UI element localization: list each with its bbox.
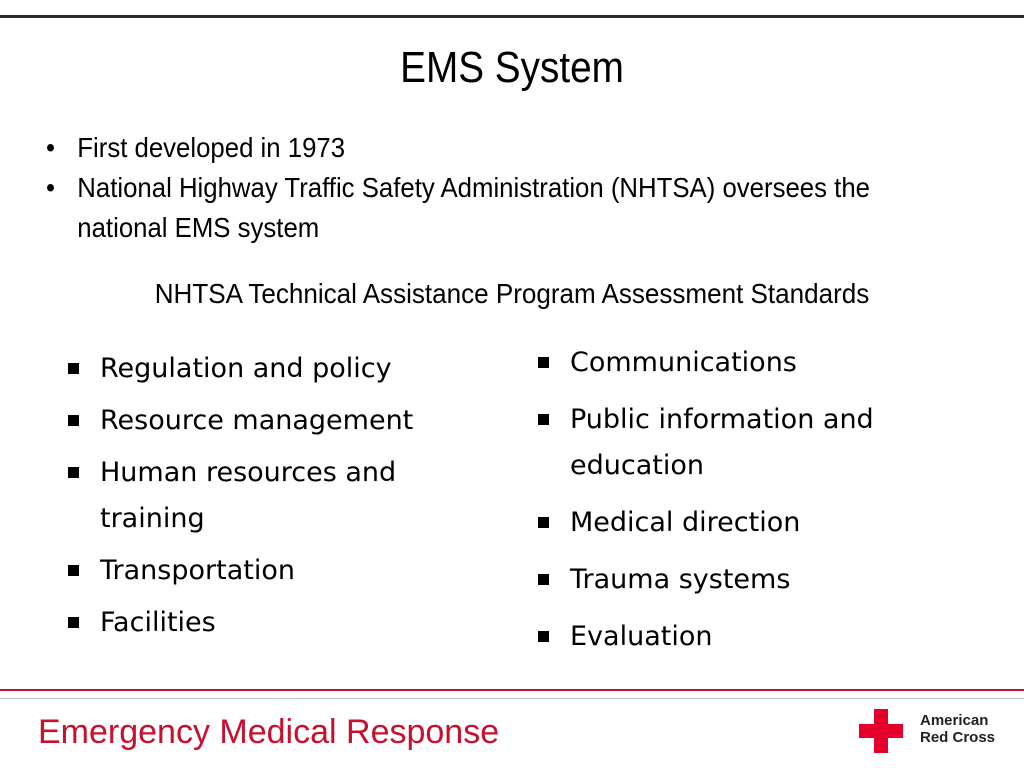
square-bullet-icon	[68, 617, 79, 628]
red-cross-icon	[859, 724, 903, 738]
intro-bullet-item	[46, 128, 911, 168]
intro-bullet-list	[46, 128, 986, 248]
standards-list-left	[66, 346, 496, 652]
standard-item	[66, 398, 496, 444]
square-bullet-icon	[68, 363, 79, 374]
bullet-dot-icon: •	[46, 172, 56, 203]
square-bullet-icon	[68, 415, 79, 426]
standard-text: Public information and education	[570, 404, 874, 481]
logo-wordmark: American Red Cross	[920, 712, 996, 746]
standard-text: Transportation	[100, 555, 295, 586]
standard-item	[536, 397, 980, 489]
standard-text: Resource management	[100, 405, 414, 436]
square-bullet-icon	[68, 565, 79, 576]
standard-text: Trauma systems	[570, 564, 791, 595]
standard-item	[66, 548, 496, 594]
standard-item	[536, 614, 976, 660]
square-bullet-icon	[538, 574, 549, 585]
standard-item	[536, 340, 976, 386]
standard-text: Evaluation	[570, 621, 713, 652]
intro-bullet-text: First developed in 1973	[77, 132, 346, 163]
slide-title: EMS System	[400, 43, 624, 92]
bullet-dot-icon: •	[46, 132, 56, 163]
standard-text: Human resources and training	[100, 457, 397, 534]
standard-text: Regulation and policy	[100, 353, 392, 384]
standards-list-right	[536, 340, 976, 671]
standards-heading: NHTSA Technical Assistance Program Assessment Standards	[154, 278, 870, 309]
square-bullet-icon	[538, 517, 549, 528]
american-red-cross-logo	[858, 706, 1008, 756]
standard-text: Medical direction	[570, 507, 801, 538]
square-bullet-icon	[68, 467, 79, 478]
standard-text: Facilities	[100, 607, 216, 638]
intro-bullet-item	[46, 168, 911, 248]
course-title: Emergency Medical Response	[38, 713, 500, 751]
standard-item	[66, 600, 496, 646]
square-bullet-icon	[538, 357, 549, 368]
square-bullet-icon	[538, 631, 549, 642]
footer-divider-gray	[0, 698, 1024, 699]
standard-text: Communications	[570, 347, 797, 378]
standard-item	[66, 450, 460, 542]
intro-bullet-text: National Highway Traffic Safety Administration (NHTSA) oversees the national EMS system	[77, 172, 870, 243]
square-bullet-icon	[538, 414, 549, 425]
footer-divider-red	[0, 689, 1024, 691]
standard-item	[536, 557, 976, 603]
standard-item	[536, 500, 976, 546]
top-divider	[0, 15, 1024, 18]
standard-item	[66, 346, 496, 392]
